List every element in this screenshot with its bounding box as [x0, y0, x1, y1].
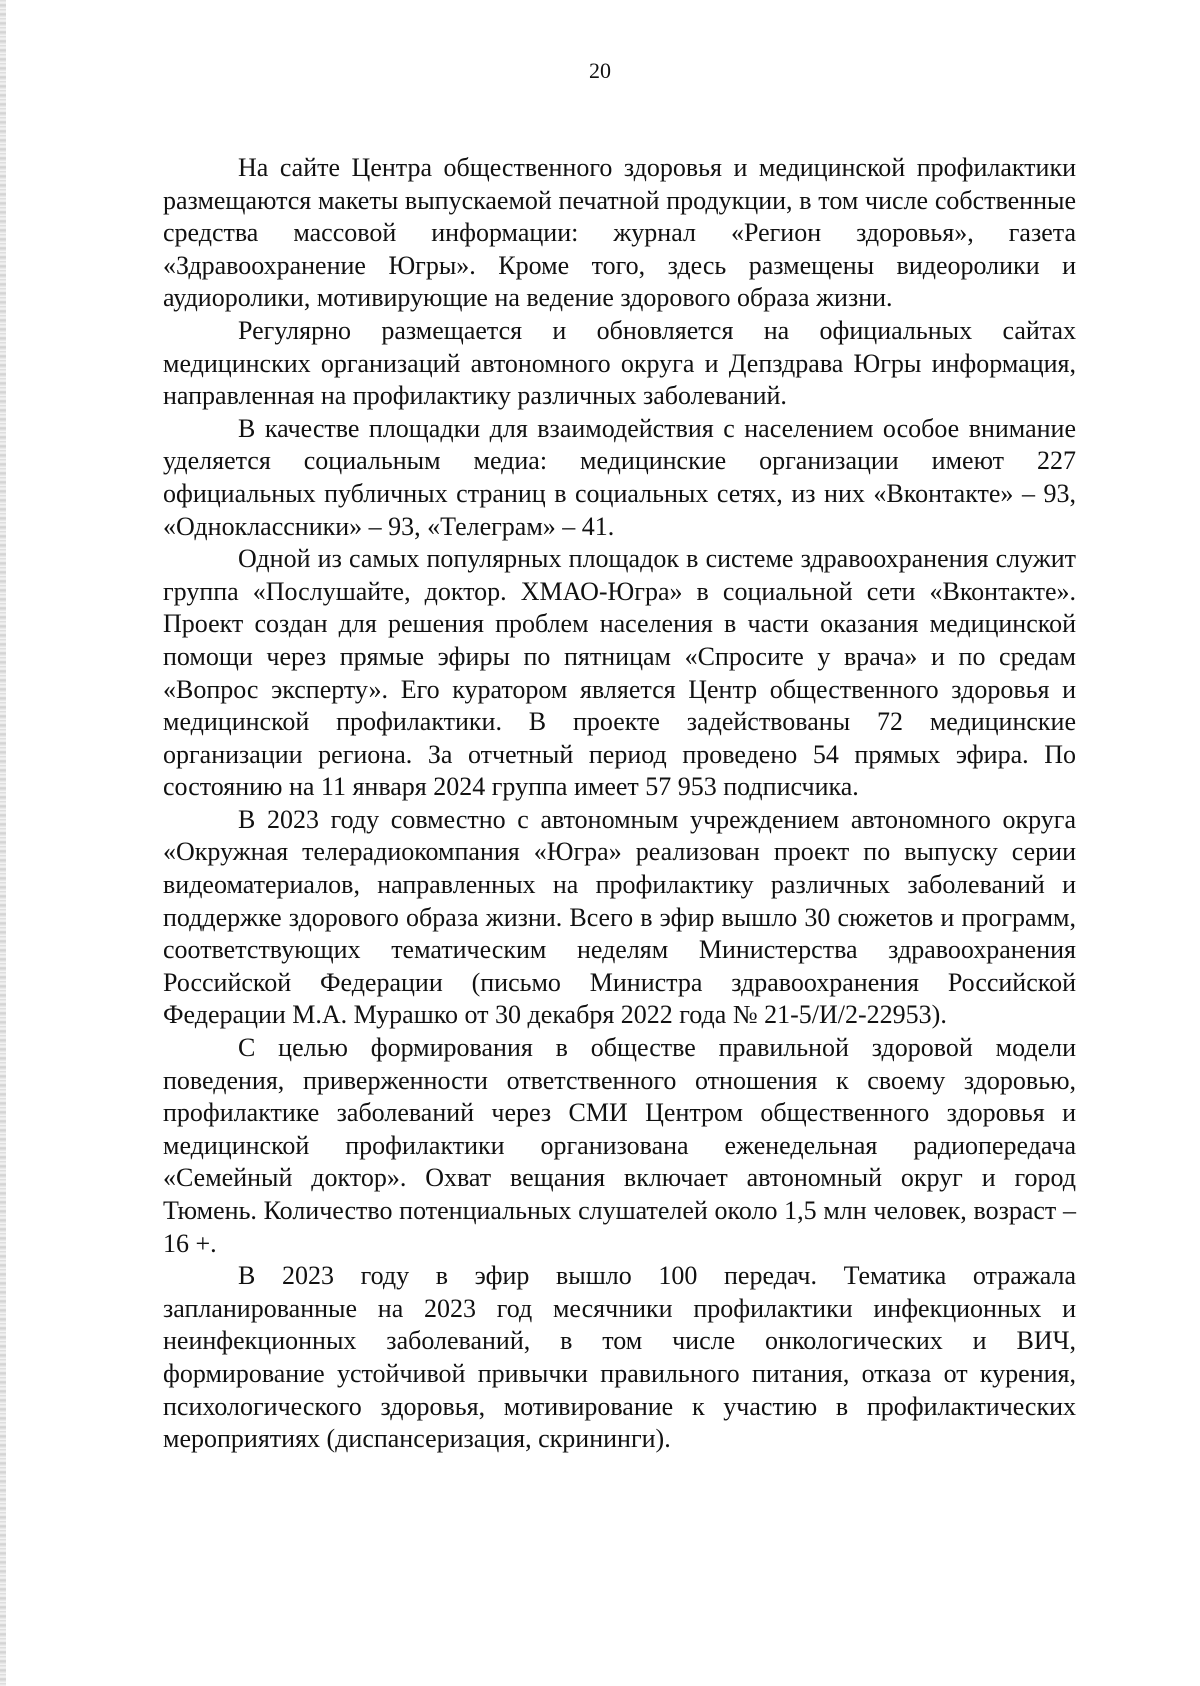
paragraph-social-media: В качестве площадки для взаимодействия с населением особое внимание уделяется социальным медиа: медицинские организации имеют 227 официальных публичных страниц в социальных сетях, из них «Вконтакте» – 93, «Одноклассники» – 93, «Телеграм» – 41. — [163, 413, 1076, 541]
paragraph-tv-project: В 2023 году совместно с автономным учреждением автономного округа «Окружная телерадиокомпания «Югра» реализован проект по выпуску серии видеоматериалов, направленных на профилактику различных заболеваний и поддержке здорового образа жизни. Всего в эфир вышло 30 сюжетов и программ, соответствующих тематическим неделям Министерства здравоохранения Российской Федерации (письмо Министра здравоохранения Российской Федерации М.А. Мурашко от 30 декабря 2022 года № 21-5/И/2-22953). — [163, 804, 1076, 1030]
paragraph-doctor-group: Одной из самых популярных площадок в системе здравоохранения служит группа «Послушайте, доктор. ХМАО-Югра» в социальной сети «Вконтакте». Проект создан для решения проблем населения в части оказания медицинской помощи через прямые эфиры по пятницам «Спросите у врача» и по средам «Вопрос эксперту». Его куратором является Центр общественного здоровья и медицинской профилактики. В проекте задействованы 72 медицинские организации региона. За отчетный период проведено 54 прямых эфира. По состоянию на 11 января 2024 группа имеет 57 953 подписчика. — [163, 544, 1076, 802]
page-number: 20 — [589, 58, 611, 83]
paragraph-site-materials: На сайте Центра общественного здоровья и медицинской профилактики размещаются макеты выпускаемой печатной продукции, в том числе собственные средства массовой информации: журнал «Регион здоровья», газета «Здравоохранение Югры». Кроме того, здесь размещены видеоролики и аудиоролики, мотивирующие на ведение здорового образа жизни. — [163, 153, 1076, 313]
scan-edge — [0, 0, 6, 1686]
paragraph-radio-program: С целью формирования в обществе правильной здоровой модели поведения, приверженности ответственного отношения к своему здоровью, профилактике заболеваний через СМИ Центром общественного здоровья и медицинской профилактики организована еженедельная радиопередача «Семейный доктор». Охват вещания включает автономный округ и город Тюмень. Количество потенциальных слушателей около 1,5 млн человек, возраст – 16 +. — [163, 1033, 1076, 1258]
document-body — [163, 152, 1076, 1456]
paragraph-broadcast-topics: В 2023 году в эфир вышло 100 передач. Тематика отражала запланированные на 2023 год месячники профилактики инфекционных и неинфекционных заболеваний, в том числе онкологических и ВИЧ, формирование устойчивой привычки правильного питания, отказа от курения, психологического здоровья, мотивирование к участию в профилактических мероприятиях (диспансеризация, скрининги). — [163, 1261, 1076, 1454]
paragraph-official-sites: Регулярно размещается и обновляется на официальных сайтах медицинских организаций автономного округа и Депздрава Югры информация, направленная на профилактику различных заболеваний. — [163, 315, 1076, 411]
